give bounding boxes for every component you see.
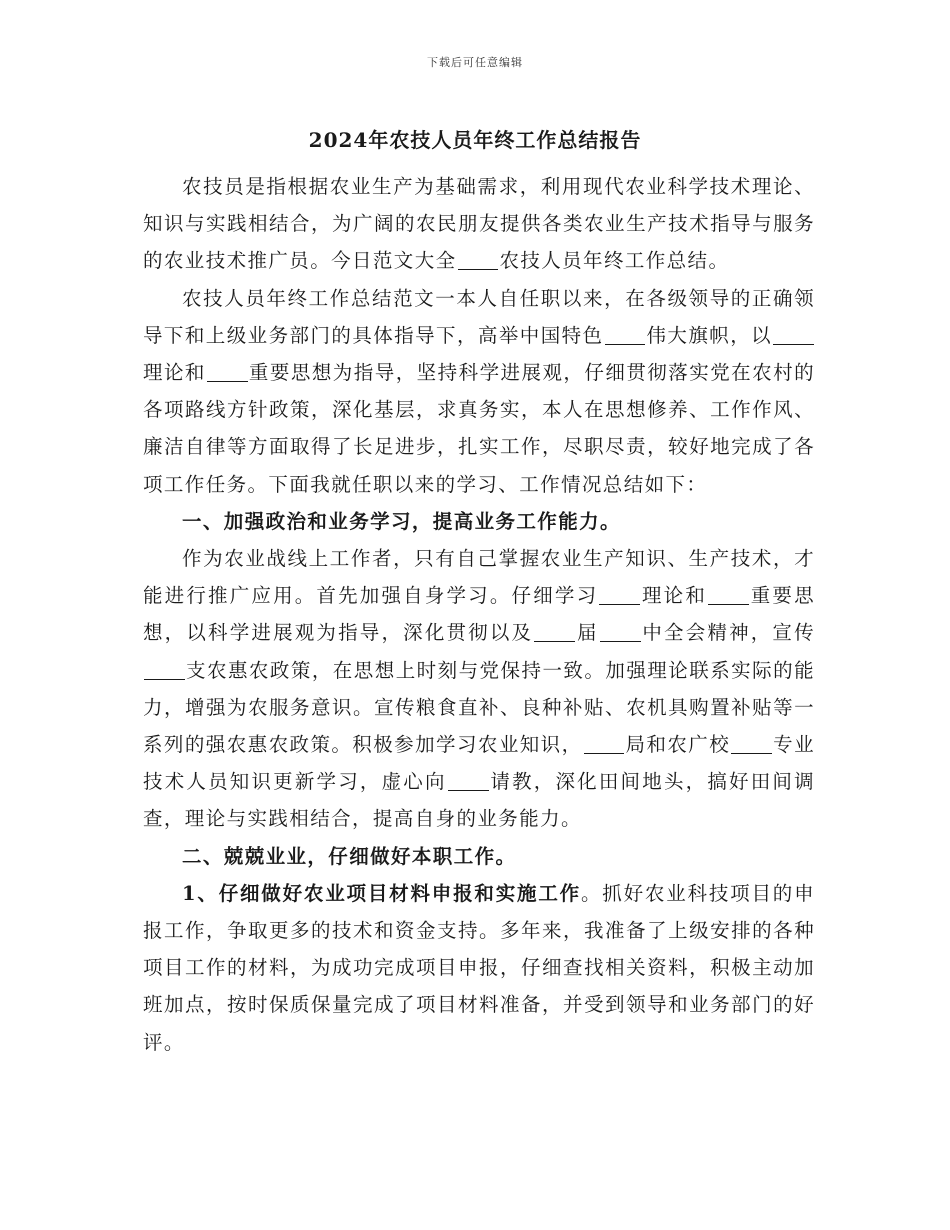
fill-blank: [708, 585, 749, 606]
paragraph-text: 重要思想为指导，坚持科学进展观，仔细贯彻落实党在农村的各项路线方针政策，深化基层，求真务实，本人在思想修养、工作作风、廉洁自律等方面取得了长足进步，扎实工作，尽职尽责，较好地完成了各项工作任务。下面我就任职以来的学习、工作情况总结如下：: [143, 361, 815, 496]
fill-blank: [448, 771, 489, 792]
fill-blank: [144, 659, 185, 680]
paragraph-text: 中全会精神，宣传: [641, 621, 816, 645]
fill-blank: [534, 622, 575, 643]
fill-blank: [599, 585, 640, 606]
paragraph-study: [143, 540, 815, 838]
document-body: [143, 168, 815, 1061]
paragraph-text: 重要思想，以科学进展观为指导，深化贯彻以及: [143, 584, 816, 645]
paragraph-text: 农技人员年终工作总结。: [499, 249, 730, 273]
fill-blank: [458, 250, 499, 271]
fill-blank: [605, 324, 646, 345]
fill-blank: [600, 622, 641, 643]
fill-blank: [584, 733, 625, 754]
paragraph-text: 。抓好农业科技项目的申报工作，争取更多的技术和资金支持。多年来，我准备了上级安排的各种项目工作的材料，为成功完成项目申报，仔细查找相关资料，积极主动加班加点，按时保质保量完成了项目材料准备，并受到领导和业务部门的好评。: [143, 881, 815, 1054]
paragraph-text: 作为农业战线上工作者，只有自己掌握农业生产知识、生产技术，才能进行推广应用。首先加强自身学习。仔细学习: [143, 547, 815, 608]
paragraph-text: 届: [576, 621, 599, 645]
paragraph-text: 请教，深化田间地头，搞好田间调查，理论与实践相结合，提高自身的业务能力。: [143, 770, 815, 831]
paragraph-text: 专业技术人员知识更新学习，虚心向: [143, 733, 815, 794]
document-title: 2024年农技人员年终工作总结报告: [308, 128, 642, 152]
paragraph-text: 理论和: [641, 584, 708, 608]
paragraph-lead: 1、仔细做好农业项目材料申报和实施工作: [182, 881, 581, 905]
fill-blank: [773, 324, 814, 345]
header-note: 下载后可任意编辑: [427, 56, 523, 69]
paragraph-text: 伟大旗帜，以: [646, 323, 773, 347]
paragraph-projects: [143, 875, 815, 1061]
paragraph-text: 局和农广校: [625, 733, 731, 757]
section-heading-1: 一、加强政治和业务学习，提高业务工作能力。: [182, 509, 621, 533]
fill-blank: [207, 361, 248, 382]
paragraph-text: 农技员是指根据农业生产为基础需求，利用现代农业科学技术理论、知识与实践相结合，为广阔的农民朋友提供各类农业生产技术指导与服务的农业技术推广员。今日范文大全: [143, 175, 815, 273]
paragraph-intro: [143, 168, 815, 280]
paragraph-summary: [143, 280, 815, 503]
fill-blank: [731, 733, 772, 754]
section-heading-2: 二、兢兢业业，仔细做好本职工作。: [182, 844, 517, 868]
paragraph-text: 理论和: [143, 361, 206, 385]
paragraph-text: 农技人员年终工作总结范文一本人自任职以来，在各级领导的正确领导下和上级业务部门的具体指导下，高举中国特色: [143, 286, 815, 347]
paragraph-text: 支农惠农政策，在思想上时刻与党保持一致。加强理论联系实际的能力，增强为农服务意识。宣传粮食直补、良种补贴、农机具购置补贴等一系列的强农惠农政策。积极参加学习农业知识，: [143, 658, 815, 757]
